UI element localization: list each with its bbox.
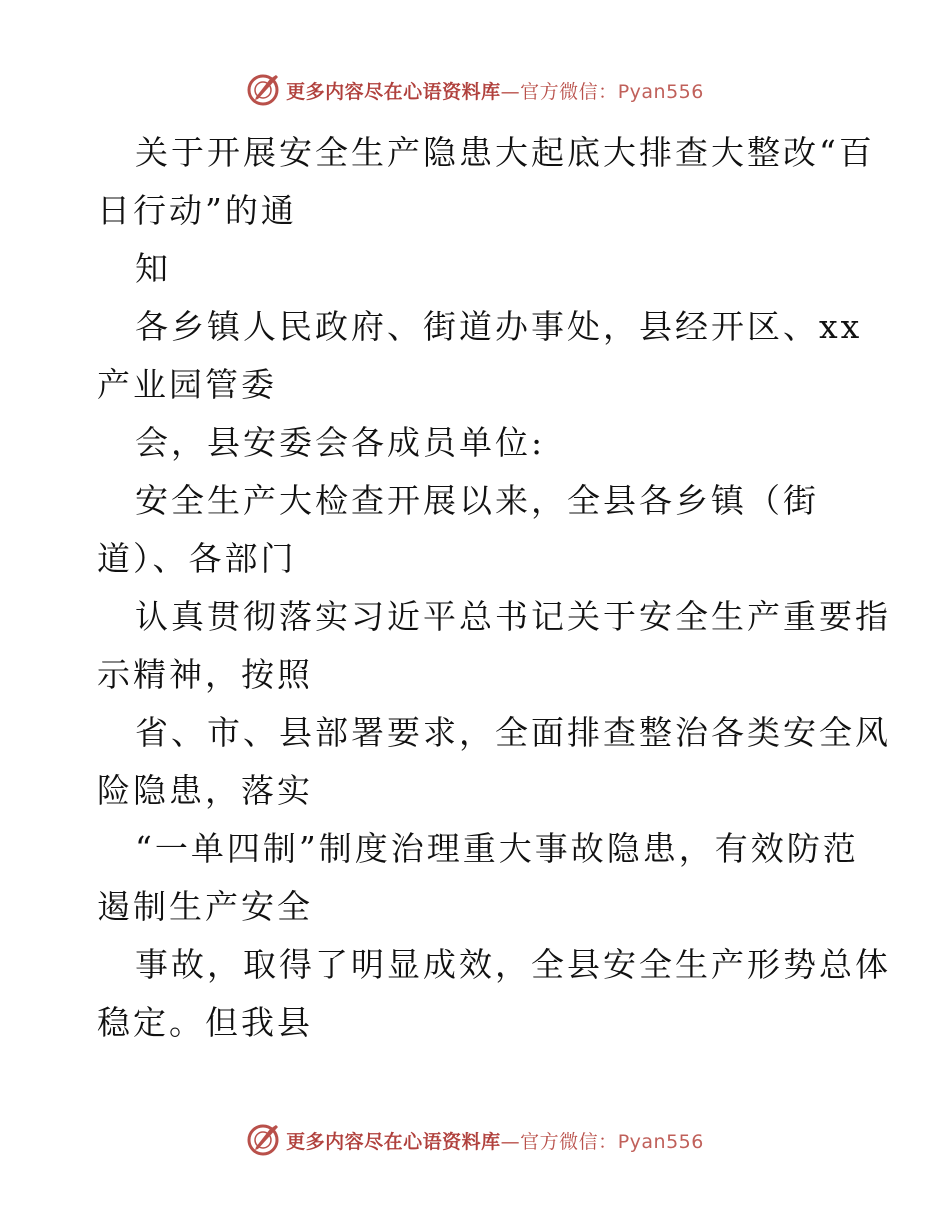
pen-circle-logo-icon [246,73,280,107]
banner-wechat-id: Pyan556 [617,80,704,103]
banner-site-name: 更多内容尽在心语资料库 [286,80,501,103]
doc-line: 遏制生产安全 [97,887,313,926]
doc-line: 道）、各部门 [97,539,297,578]
document-body [97,124,891,1052]
banner-dash: — [500,1130,521,1153]
doc-line: 各乡镇人民政府、街道办事处，县经开区、xx [135,307,863,346]
doc-line: 会，县安委会各成员单位: [135,423,546,462]
pen-circle-logo-icon [246,1123,280,1157]
header-banner [0,70,950,110]
doc-line: 产业园管委 [97,365,277,404]
doc-line: 稳定。但我县 [97,1003,313,1042]
doc-line: 知 [135,249,171,288]
banner-wechat-id: Pyan556 [617,1130,704,1153]
banner-site-name: 更多内容尽在心语资料库 [286,1130,501,1153]
doc-line: 认真贯彻落实习近平总书记关于安全生产重要指 [135,597,891,636]
doc-line: 日行动”的通 [97,191,297,230]
doc-line: 事故，取得了明显成效，全县安全生产形势总体 [135,945,891,984]
banner-dash: — [500,80,521,103]
doc-line: 安全生产大检查开展以来，全县各乡镇（街 [135,481,819,520]
footer-banner [0,1120,950,1160]
doc-line: 险隐患，落实 [97,771,313,810]
banner-official-label: 官方微信： [520,1130,618,1153]
banner-text [286,1127,704,1154]
banner-official-label: 官方微信： [520,80,618,103]
doc-line: “一单四制”制度治理重大事故隐患，有效防范 [135,829,859,868]
doc-line: 省、市、县部署要求，全面排查整治各类安全风 [135,713,891,752]
doc-line: 关于开展安全生产隐患大起底大排查大整改“百 [135,133,875,172]
doc-line: 示精神，按照 [97,655,313,694]
banner-text [286,77,704,104]
banner-content [246,73,704,107]
banner-content [246,1123,704,1157]
